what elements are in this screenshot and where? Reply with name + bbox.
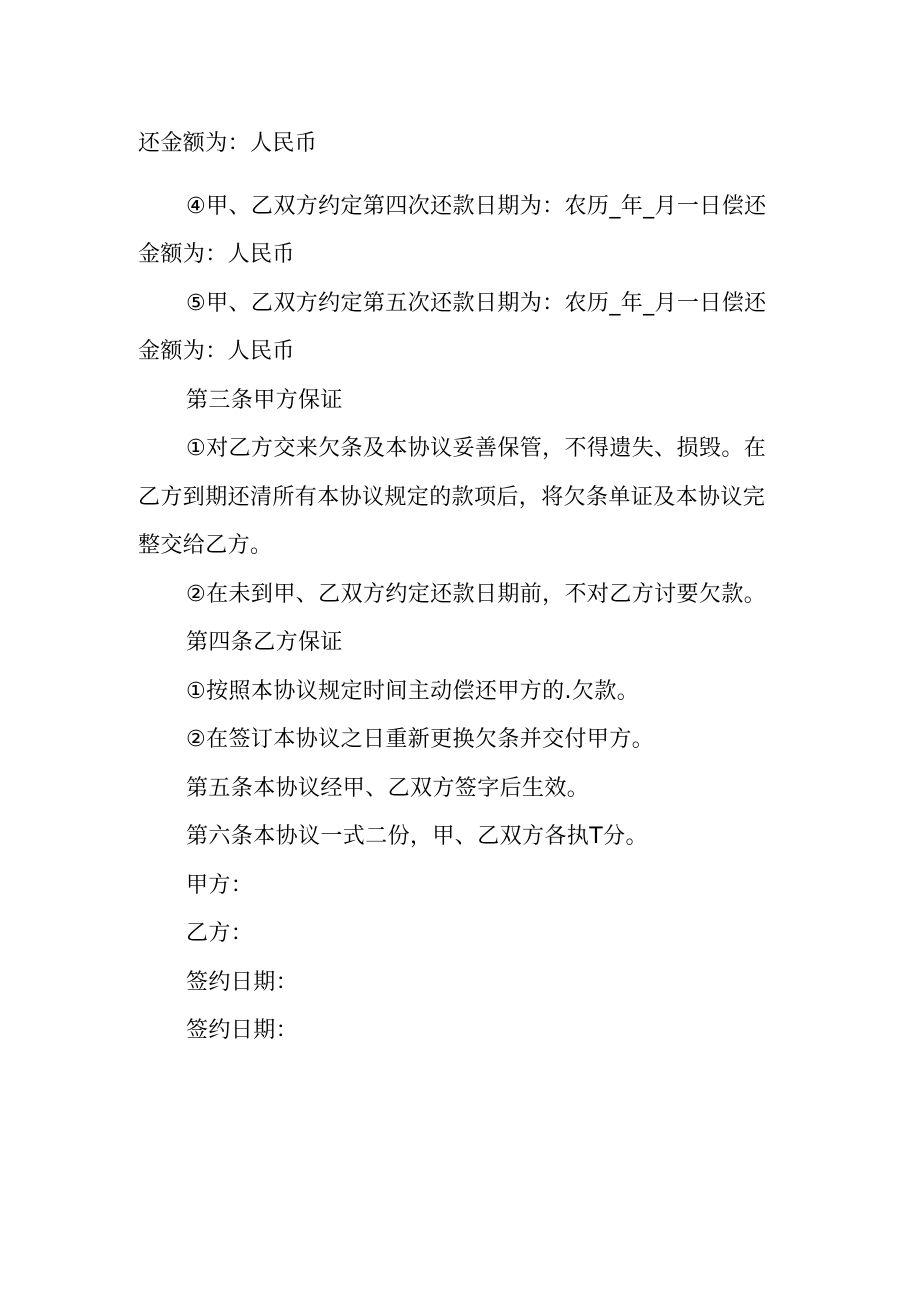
article-4-heading: 第四条乙方保证: [186, 630, 343, 655]
repayment-4-amount: 金额为：人民币: [138, 242, 295, 267]
article-3-clause-1-line-2: 乙方到期还清所有本协议规定的款项后，将欠条单证及本协议完: [138, 484, 766, 510]
article-4-clause-2: ②在签订本协议之日重新更换欠条并交付甲方。: [186, 727, 655, 752]
paragraph-gap: [138, 169, 798, 183]
article-3-clause-1-line-3: 整交给乙方。: [138, 533, 273, 558]
document-body: [138, 120, 798, 1056]
repayment-4-date: ④甲、乙双方约定第四次还款日期为：农历_年_月一日偿还: [186, 193, 767, 219]
signing-date-field-2: 签约日期：: [186, 1018, 299, 1043]
repayment-5-amount: 金额为：人民币: [138, 339, 295, 364]
signing-date-field-1: 签约日期：: [186, 969, 299, 995]
article-3-clause-1-line-1: ①对乙方交来欠条及本协议妥善保管，不得遗失、损毁。在: [186, 436, 767, 461]
repayment-amount-3-tail: 还金额为：人民币: [138, 131, 318, 156]
article-5: 第五条本协议经甲、乙双方签字后生效。: [186, 775, 590, 801]
party-a-signature-field: 甲方：: [186, 872, 254, 898]
article-6: 第六条本协议一式二份，甲、乙双方各执T分。: [186, 824, 648, 849]
article-4-clause-1: ①按照本协议规定时间主动偿还甲方的.欠款。: [186, 678, 640, 704]
party-b-signature-field: 乙方：: [186, 921, 254, 946]
repayment-5-date: ⑤甲、乙双方约定第五次还款日期为：农历_年_月一日偿还: [186, 290, 767, 316]
article-3-heading: 第三条甲方保证: [186, 387, 343, 413]
article-3-clause-2: ②在未到甲、乙双方约定还款日期前，不对乙方讨要欠款。: [186, 581, 767, 607]
